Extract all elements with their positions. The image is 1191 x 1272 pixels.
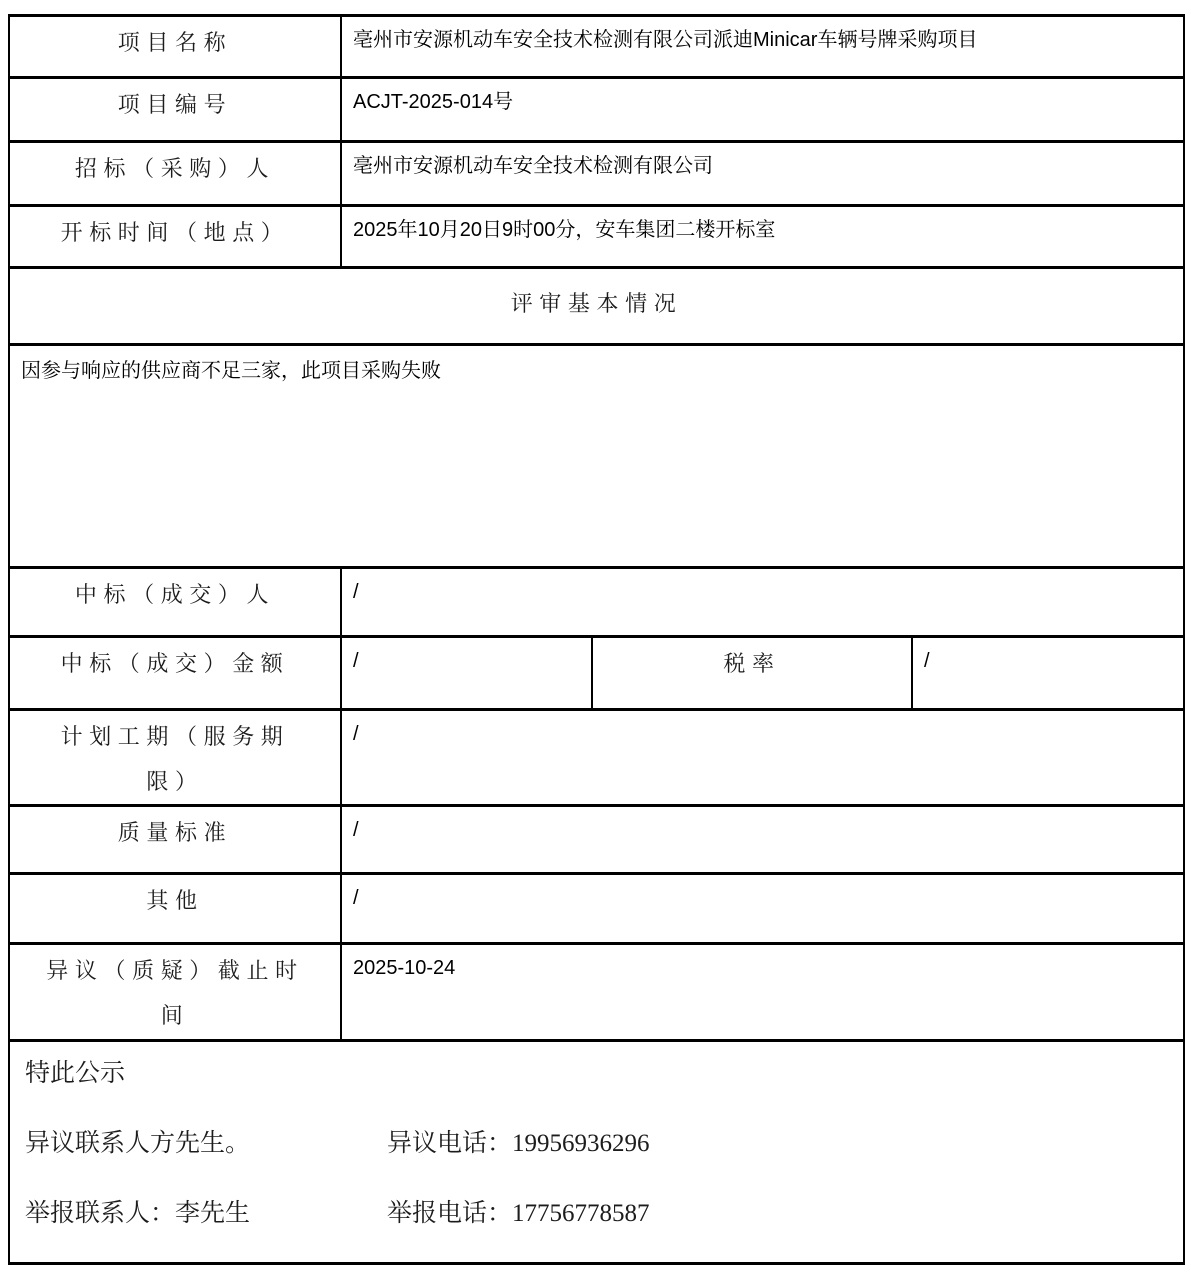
- quality-value: /: [341, 806, 1184, 874]
- quality-label: 质量标准: [9, 806, 341, 874]
- report-phone: 举报电话：17756778587: [387, 1200, 650, 1228]
- objection-contact-line: [25, 1126, 1167, 1161]
- row-review-header: [9, 268, 1184, 345]
- review-section-title: 评审基本情况: [9, 268, 1184, 345]
- row-review-content: [9, 345, 1184, 568]
- project-name-label: 项目名称: [9, 16, 341, 78]
- winner-value: /: [341, 568, 1184, 637]
- objection-phone: 异议电话：19956936296: [387, 1130, 650, 1158]
- bid-opening-value: 2025年10月20日9时00分，安车集团二楼开标室: [341, 206, 1184, 268]
- procurement-result-table: [8, 14, 1185, 1265]
- other-value: /: [341, 874, 1184, 944]
- objection-contact-name: 异议联系人方先生。: [25, 1130, 251, 1158]
- purchaser-label: 招标（采购）人: [9, 142, 341, 206]
- row-objection-deadline: [9, 944, 1184, 1041]
- row-footer: [9, 1041, 1184, 1264]
- review-result-text: 因参与响应的供应商不足三家，此项目采购失败: [9, 345, 1184, 568]
- row-purchaser: [9, 142, 1184, 206]
- row-quality: [9, 806, 1184, 874]
- report-contact-line: [25, 1196, 1167, 1231]
- row-schedule: [9, 710, 1184, 806]
- winner-label: 中标（成交）人: [9, 568, 341, 637]
- report-contact-name: 举报联系人：李先生: [25, 1200, 251, 1228]
- bid-opening-label: 开标时间（地点）: [9, 206, 341, 268]
- schedule-value: /: [341, 710, 1184, 806]
- project-number-value: ACJT-2025-014号: [341, 78, 1184, 142]
- amount-label: 中标（成交）金额: [9, 637, 341, 710]
- project-number-label: 项目编号: [9, 78, 341, 142]
- other-label: 其他: [9, 874, 341, 944]
- schedule-label: 计划工期（服务期限）: [9, 710, 341, 806]
- row-bid-opening: [9, 206, 1184, 268]
- row-project-number: [9, 78, 1184, 142]
- row-project-name: [9, 16, 1184, 78]
- row-winner: [9, 568, 1184, 637]
- footer-block: [9, 1041, 1184, 1264]
- tax-rate-label: 税率: [592, 637, 912, 710]
- row-amount: [9, 637, 1184, 710]
- objection-deadline-value: 2025-10-24: [341, 944, 1184, 1041]
- project-name-value: 亳州市安源机动车安全技术检测有限公司派迪Minicar车辆号牌采购项目: [341, 16, 1184, 78]
- tax-rate-value: /: [912, 637, 1184, 710]
- amount-value: /: [341, 637, 592, 710]
- row-other: [9, 874, 1184, 944]
- purchaser-value: 亳州市安源机动车安全技术检测有限公司: [341, 142, 1184, 206]
- objection-deadline-label: 异议（质疑）截止时间: [9, 944, 341, 1041]
- public-notice-text: 特此公示: [25, 1060, 126, 1088]
